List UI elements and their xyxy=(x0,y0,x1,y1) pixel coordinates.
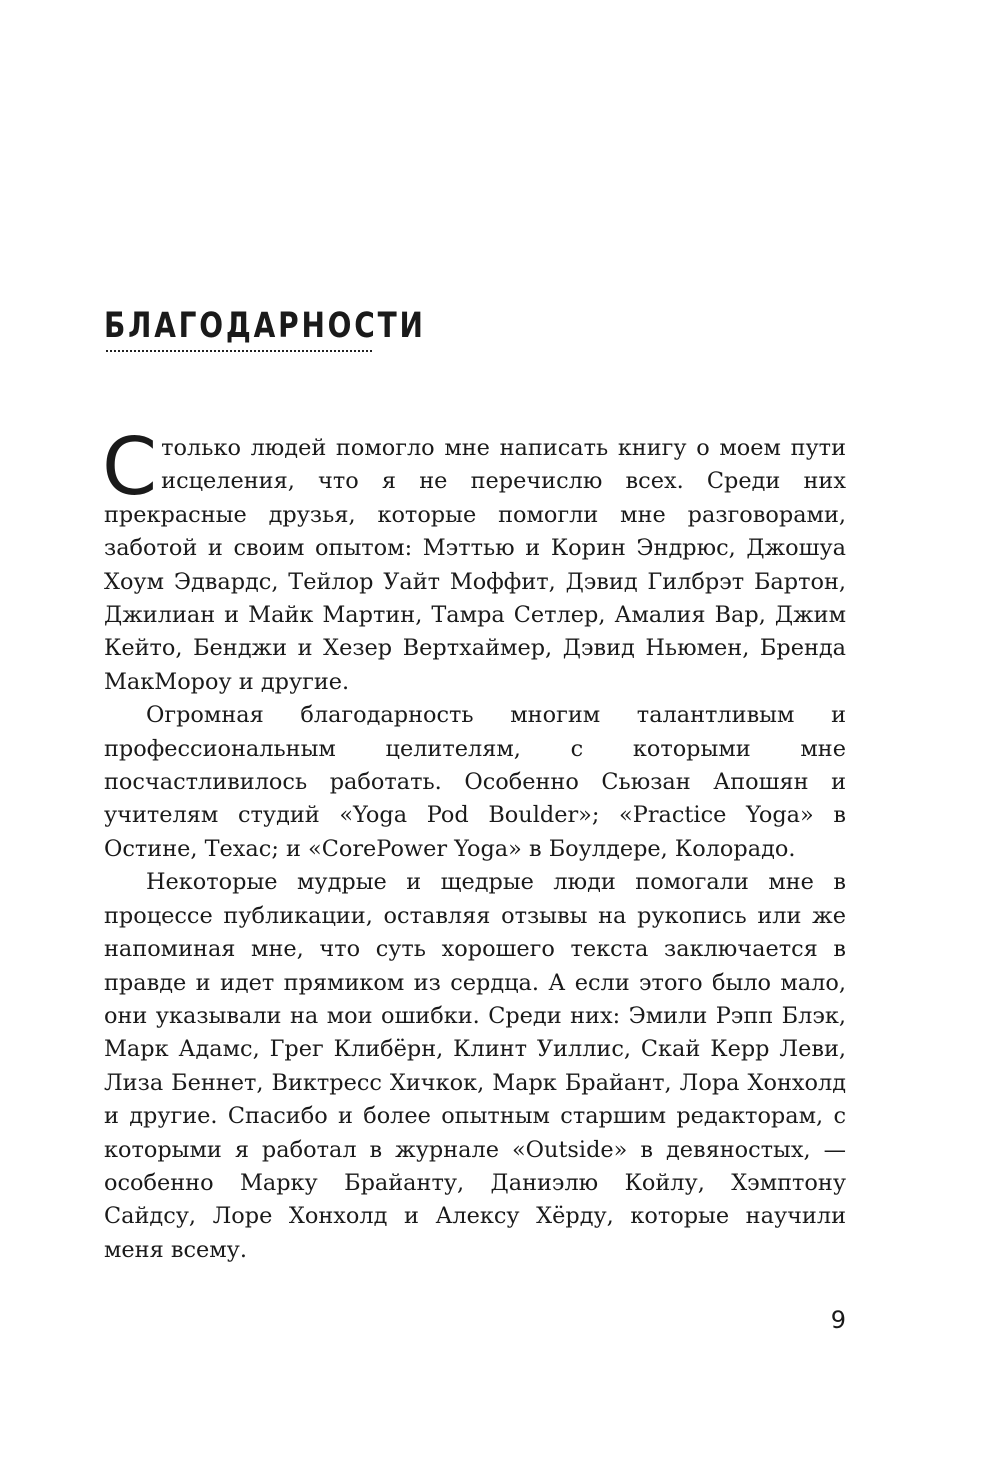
paragraph-1 xyxy=(102,421,846,699)
page-number: 9 xyxy=(830,1306,846,1334)
paragraph-2: Огромная благодарность многим талантливым и профессиональным целителям, с которыми мне посчастливилось работать. Особенно Сьюзан Апошян и учителям студий «Yoga Pod Boulder»; «Practice Yoga» в Остине, Техас; и «CorePower Yoga» в Боулдере, Колорадо. xyxy=(104,702,846,862)
title-underline-divider xyxy=(106,350,372,352)
paragraph-1-text: только людей помогло мне написать книгу о моем пути исцеления, что я не перечислю всех. Среди них прекрасные друзья, которые помогли мне разговорами, заботой и своим опытом: Мэттью и Корин Эндрюс, Джошуа Хоум Эдвардс, Тейлор Уайт Моффит, Дэвид Гилбрэт Бартон, Джилиан и Майк Мартин, Тамра Сетлер, Амалия Вар, Джим Кейто, Бенджи и Хезер Вертхаймер, Дэвид Ньюмен, Бренда МакМороу и другие. xyxy=(104,435,846,695)
page-title: БЛАГОДАРНОСТИ xyxy=(104,306,426,346)
paragraph-3: Некоторые мудрые и щедрые люди помогали мне в процессе публикации, оставляя отзывы на рукопись или же напоминая мне, что суть хорошего текста заключается в правде и идет прямиком из сердца. А если этого было мало, они указывали на мои ошибки. Среди них: Эмили Рэпп Блэк, Марк Адамс, Грег Клибёрн, Клинт Уиллис, Скай Керр Леви, Лиза Беннет, Виктресс Хичкок, Марк Брайант, Лора Хонхолд и другие. Спасибо и более опытным старшим редакторам, с которыми я работал в журнале «Outside» в девяностых, — особенно Марку Брайанту, Даниэлю Койлу, Хэмптону Сайдсу, Лоре Хонхолд и Алексу Хёрду, которые научили меня всему. xyxy=(104,869,846,1263)
body-text xyxy=(102,421,846,1267)
drop-cap: С xyxy=(102,421,158,513)
